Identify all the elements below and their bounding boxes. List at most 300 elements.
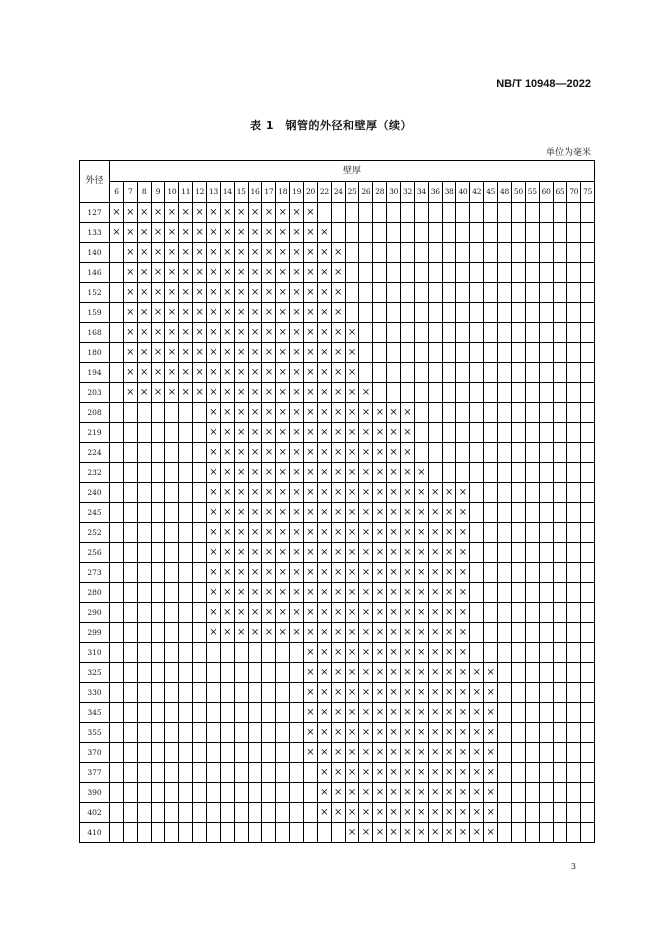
empty-cell	[207, 723, 221, 743]
available-mark: ×	[345, 483, 359, 503]
empty-cell	[290, 803, 304, 823]
empty-cell	[581, 323, 595, 343]
empty-cell	[581, 543, 595, 563]
empty-cell	[456, 363, 470, 383]
available-mark: ×	[401, 623, 415, 643]
available-mark: ×	[331, 683, 345, 703]
available-mark: ×	[359, 543, 373, 563]
empty-cell	[193, 783, 207, 803]
empty-cell	[414, 303, 428, 323]
thickness-header-cell: 36	[428, 182, 442, 203]
available-mark: ×	[387, 743, 401, 763]
available-mark: ×	[248, 483, 262, 503]
available-mark: ×	[359, 643, 373, 663]
available-mark: ×	[234, 323, 248, 343]
empty-cell	[110, 563, 124, 583]
empty-cell	[290, 783, 304, 803]
available-mark: ×	[359, 663, 373, 683]
available-mark: ×	[276, 323, 290, 343]
available-mark: ×	[442, 763, 456, 783]
available-mark: ×	[442, 683, 456, 703]
empty-cell	[567, 603, 581, 623]
available-mark: ×	[317, 503, 331, 523]
pipe-size-table	[79, 160, 595, 843]
available-mark: ×	[428, 523, 442, 543]
available-mark: ×	[304, 583, 318, 603]
available-mark: ×	[442, 583, 456, 603]
available-mark: ×	[456, 803, 470, 823]
available-mark: ×	[304, 503, 318, 523]
empty-cell	[165, 503, 179, 523]
available-mark: ×	[151, 223, 165, 243]
empty-cell	[193, 503, 207, 523]
empty-cell	[248, 823, 262, 843]
available-mark: ×	[234, 423, 248, 443]
empty-cell	[553, 363, 567, 383]
empty-cell	[511, 303, 525, 323]
empty-cell	[179, 783, 193, 803]
empty-cell	[193, 743, 207, 763]
available-mark: ×	[207, 383, 221, 403]
thickness-header-cell: 8	[137, 182, 151, 203]
available-mark: ×	[220, 383, 234, 403]
empty-cell	[498, 623, 512, 643]
available-mark: ×	[137, 263, 151, 283]
available-mark: ×	[317, 783, 331, 803]
empty-cell	[401, 383, 415, 403]
empty-cell	[525, 663, 539, 683]
available-mark: ×	[373, 663, 387, 683]
empty-cell	[165, 523, 179, 543]
empty-cell	[137, 603, 151, 623]
available-mark: ×	[304, 223, 318, 243]
table-row	[80, 203, 595, 223]
available-mark: ×	[345, 683, 359, 703]
table-row	[80, 743, 595, 763]
empty-cell	[511, 583, 525, 603]
table-row	[80, 723, 595, 743]
available-mark: ×	[110, 223, 124, 243]
outer-diameter-cell: 390	[80, 783, 110, 803]
available-mark: ×	[276, 203, 290, 223]
empty-cell	[511, 543, 525, 563]
empty-cell	[539, 723, 553, 743]
empty-cell	[567, 443, 581, 463]
empty-cell	[373, 383, 387, 403]
empty-cell	[567, 823, 581, 843]
available-mark: ×	[207, 503, 221, 523]
empty-cell	[470, 283, 484, 303]
empty-cell	[387, 303, 401, 323]
empty-cell	[414, 343, 428, 363]
empty-cell	[470, 343, 484, 363]
empty-cell	[165, 543, 179, 563]
empty-cell	[276, 723, 290, 743]
empty-cell	[151, 763, 165, 783]
empty-cell	[248, 703, 262, 723]
available-mark: ×	[276, 443, 290, 463]
available-mark: ×	[317, 343, 331, 363]
empty-cell	[428, 243, 442, 263]
empty-cell	[525, 423, 539, 443]
empty-cell	[539, 403, 553, 423]
empty-cell	[262, 763, 276, 783]
empty-cell	[553, 383, 567, 403]
available-mark: ×	[304, 243, 318, 263]
empty-cell	[484, 363, 498, 383]
empty-cell	[484, 403, 498, 423]
available-mark: ×	[220, 363, 234, 383]
available-mark: ×	[234, 263, 248, 283]
empty-cell	[290, 763, 304, 783]
empty-cell	[262, 803, 276, 823]
empty-cell	[511, 463, 525, 483]
available-mark: ×	[207, 283, 221, 303]
empty-cell	[123, 443, 137, 463]
empty-cell	[179, 643, 193, 663]
available-mark: ×	[331, 503, 345, 523]
available-mark: ×	[317, 763, 331, 783]
empty-cell	[553, 283, 567, 303]
available-mark: ×	[290, 223, 304, 243]
empty-cell	[151, 663, 165, 683]
available-mark: ×	[484, 743, 498, 763]
empty-cell	[110, 603, 124, 623]
available-mark: ×	[387, 543, 401, 563]
empty-cell	[193, 823, 207, 843]
empty-cell	[234, 823, 248, 843]
empty-cell	[498, 703, 512, 723]
empty-cell	[484, 503, 498, 523]
available-mark: ×	[373, 423, 387, 443]
available-mark: ×	[359, 823, 373, 843]
empty-cell	[484, 383, 498, 403]
empty-cell	[331, 823, 345, 843]
available-mark: ×	[331, 783, 345, 803]
available-mark: ×	[151, 263, 165, 283]
available-mark: ×	[207, 523, 221, 543]
available-mark: ×	[345, 523, 359, 543]
available-mark: ×	[470, 743, 484, 763]
empty-cell	[151, 803, 165, 823]
empty-cell	[123, 823, 137, 843]
available-mark: ×	[151, 283, 165, 303]
available-mark: ×	[401, 683, 415, 703]
available-mark: ×	[317, 383, 331, 403]
empty-cell	[442, 363, 456, 383]
available-mark: ×	[234, 523, 248, 543]
available-mark: ×	[373, 763, 387, 783]
empty-cell	[581, 823, 595, 843]
empty-cell	[484, 463, 498, 483]
available-mark: ×	[373, 783, 387, 803]
outer-diameter-cell: 377	[80, 763, 110, 783]
available-mark: ×	[262, 483, 276, 503]
available-mark: ×	[401, 423, 415, 443]
empty-cell	[470, 543, 484, 563]
outer-diameter-cell: 245	[80, 503, 110, 523]
available-mark: ×	[442, 643, 456, 663]
available-mark: ×	[234, 483, 248, 503]
available-mark: ×	[234, 383, 248, 403]
available-mark: ×	[234, 363, 248, 383]
empty-cell	[387, 363, 401, 383]
available-mark: ×	[220, 543, 234, 563]
available-mark: ×	[262, 343, 276, 363]
available-mark: ×	[304, 683, 318, 703]
empty-cell	[567, 303, 581, 323]
empty-cell	[553, 683, 567, 703]
available-mark: ×	[428, 543, 442, 563]
empty-cell	[498, 543, 512, 563]
available-mark: ×	[317, 323, 331, 343]
available-mark: ×	[401, 723, 415, 743]
empty-cell	[581, 443, 595, 463]
empty-cell	[498, 783, 512, 803]
available-mark: ×	[456, 683, 470, 703]
empty-cell	[470, 623, 484, 643]
thickness-header-cell: 70	[567, 182, 581, 203]
empty-cell	[553, 523, 567, 543]
empty-cell	[207, 643, 221, 663]
outer-diameter-cell: 252	[80, 523, 110, 543]
empty-cell	[123, 423, 137, 443]
empty-cell	[456, 403, 470, 423]
empty-cell	[123, 403, 137, 423]
available-mark: ×	[123, 303, 137, 323]
empty-cell	[387, 323, 401, 343]
available-mark: ×	[387, 703, 401, 723]
available-mark: ×	[387, 523, 401, 543]
empty-cell	[498, 823, 512, 843]
available-mark: ×	[470, 683, 484, 703]
empty-cell	[456, 463, 470, 483]
empty-cell	[470, 603, 484, 623]
available-mark: ×	[331, 483, 345, 503]
empty-cell	[581, 723, 595, 743]
outer-diameter-cell: 232	[80, 463, 110, 483]
empty-cell	[123, 643, 137, 663]
available-mark: ×	[248, 283, 262, 303]
empty-cell	[248, 663, 262, 683]
thickness-header-cell: 60	[539, 182, 553, 203]
available-mark: ×	[401, 523, 415, 543]
available-mark: ×	[276, 423, 290, 443]
empty-cell	[110, 423, 124, 443]
empty-cell	[525, 783, 539, 803]
available-mark: ×	[234, 343, 248, 363]
empty-cell	[151, 623, 165, 643]
empty-cell	[539, 463, 553, 483]
empty-cell	[290, 703, 304, 723]
empty-cell	[525, 723, 539, 743]
available-mark: ×	[331, 383, 345, 403]
available-mark: ×	[470, 763, 484, 783]
available-mark: ×	[290, 423, 304, 443]
empty-cell	[525, 803, 539, 823]
empty-cell	[525, 243, 539, 263]
empty-cell	[511, 663, 525, 683]
empty-cell	[414, 263, 428, 283]
available-mark: ×	[345, 703, 359, 723]
available-mark: ×	[401, 663, 415, 683]
empty-cell	[331, 203, 345, 223]
empty-cell	[373, 223, 387, 243]
empty-cell	[110, 683, 124, 703]
empty-cell	[525, 463, 539, 483]
empty-cell	[553, 423, 567, 443]
empty-cell	[484, 643, 498, 663]
available-mark: ×	[248, 223, 262, 243]
available-mark: ×	[345, 603, 359, 623]
available-mark: ×	[207, 303, 221, 323]
available-mark: ×	[456, 783, 470, 803]
empty-cell	[317, 203, 331, 223]
available-mark: ×	[442, 663, 456, 683]
available-mark: ×	[220, 523, 234, 543]
empty-cell	[165, 823, 179, 843]
available-mark: ×	[345, 583, 359, 603]
empty-cell	[414, 403, 428, 423]
available-mark: ×	[373, 523, 387, 543]
available-mark: ×	[290, 483, 304, 503]
empty-cell	[567, 703, 581, 723]
available-mark: ×	[359, 583, 373, 603]
empty-cell	[498, 763, 512, 783]
thickness-header-cell: 6	[110, 182, 124, 203]
available-mark: ×	[373, 623, 387, 643]
available-mark: ×	[317, 463, 331, 483]
outer-diameter-cell: 146	[80, 263, 110, 283]
available-mark: ×	[234, 203, 248, 223]
available-mark: ×	[387, 603, 401, 623]
available-mark: ×	[290, 363, 304, 383]
empty-cell	[456, 443, 470, 463]
available-mark: ×	[414, 703, 428, 723]
available-mark: ×	[414, 563, 428, 583]
empty-cell	[165, 763, 179, 783]
empty-cell	[511, 783, 525, 803]
empty-cell	[220, 683, 234, 703]
empty-cell	[553, 623, 567, 643]
empty-cell	[248, 723, 262, 743]
empty-cell	[151, 783, 165, 803]
empty-cell	[581, 403, 595, 423]
empty-cell	[567, 463, 581, 483]
available-mark: ×	[373, 603, 387, 623]
outer-diameter-cell: 290	[80, 603, 110, 623]
available-mark: ×	[290, 623, 304, 643]
empty-cell	[110, 443, 124, 463]
empty-cell	[470, 223, 484, 243]
available-mark: ×	[317, 723, 331, 743]
available-mark: ×	[331, 443, 345, 463]
empty-cell	[539, 823, 553, 843]
empty-cell	[553, 243, 567, 263]
available-mark: ×	[401, 823, 415, 843]
empty-cell	[359, 343, 373, 363]
available-mark: ×	[387, 463, 401, 483]
outer-diameter-cell: 224	[80, 443, 110, 463]
empty-cell	[151, 603, 165, 623]
empty-cell	[428, 423, 442, 443]
empty-cell	[276, 783, 290, 803]
available-mark: ×	[262, 283, 276, 303]
available-mark: ×	[345, 803, 359, 823]
empty-cell	[498, 243, 512, 263]
available-mark: ×	[484, 663, 498, 683]
available-mark: ×	[401, 403, 415, 423]
available-mark: ×	[220, 583, 234, 603]
available-mark: ×	[359, 623, 373, 643]
available-mark: ×	[248, 323, 262, 343]
empty-cell	[207, 683, 221, 703]
empty-cell	[428, 463, 442, 483]
available-mark: ×	[248, 303, 262, 323]
available-mark: ×	[428, 723, 442, 743]
empty-cell	[567, 283, 581, 303]
empty-cell	[193, 603, 207, 623]
empty-cell	[470, 443, 484, 463]
empty-cell	[567, 243, 581, 263]
available-mark: ×	[442, 503, 456, 523]
empty-cell	[165, 563, 179, 583]
available-mark: ×	[442, 563, 456, 583]
empty-cell	[539, 663, 553, 683]
empty-cell	[511, 423, 525, 443]
empty-cell	[511, 263, 525, 283]
empty-cell	[193, 423, 207, 443]
empty-cell	[511, 203, 525, 223]
empty-cell	[428, 323, 442, 343]
empty-cell	[220, 823, 234, 843]
empty-cell	[581, 743, 595, 763]
empty-cell	[373, 363, 387, 383]
empty-cell	[525, 443, 539, 463]
empty-cell	[567, 483, 581, 503]
empty-cell	[179, 403, 193, 423]
empty-cell	[123, 543, 137, 563]
available-mark: ×	[456, 723, 470, 743]
empty-cell	[220, 763, 234, 783]
empty-cell	[581, 783, 595, 803]
empty-cell	[470, 363, 484, 383]
available-mark: ×	[123, 223, 137, 243]
empty-cell	[567, 383, 581, 403]
empty-cell	[151, 563, 165, 583]
empty-cell	[539, 503, 553, 523]
empty-cell	[137, 823, 151, 843]
empty-cell	[276, 803, 290, 823]
available-mark: ×	[304, 263, 318, 283]
empty-cell	[511, 443, 525, 463]
available-mark: ×	[317, 663, 331, 683]
empty-cell	[553, 723, 567, 743]
available-mark: ×	[276, 343, 290, 363]
empty-cell	[567, 583, 581, 603]
outer-diameter-cell: 159	[80, 303, 110, 323]
empty-cell	[414, 443, 428, 463]
empty-cell	[484, 343, 498, 363]
table-row	[80, 483, 595, 503]
outer-diameter-cell: 355	[80, 723, 110, 743]
empty-cell	[137, 643, 151, 663]
available-mark: ×	[442, 523, 456, 543]
available-mark: ×	[290, 343, 304, 363]
outer-diameter-cell: 402	[80, 803, 110, 823]
thickness-header-cell: 22	[317, 182, 331, 203]
outer-diameter-cell: 152	[80, 283, 110, 303]
